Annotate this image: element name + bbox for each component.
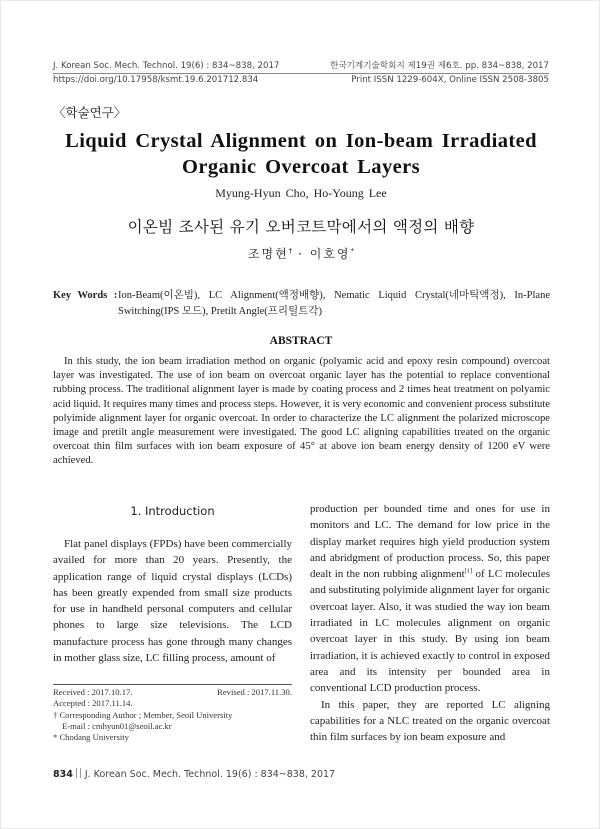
keywords-text: Ion-Beam(이온빔), LC Alignment(액정배향), Nematic Liquid Crystal(네마틱액정), In-Plane Switching(IPS 모드), Pretilt Angle(프리틸트각)	[118, 290, 550, 317]
header-issn: Print ISSN 1229-604X, Online ISSN 2508-3805	[351, 75, 549, 85]
footnotes	[53, 684, 292, 743]
paper-title-korean: 이온빔 조사된 유기 오버코트막에서의 액정의 배향	[127, 218, 475, 236]
author1-korean: 조명현	[247, 247, 289, 261]
header-rule	[53, 73, 549, 74]
footer-citation: J. Korean Soc. Mech. Technol. 19(6) : 834~838, 2017	[84, 769, 336, 780]
accepted-date: Accepted : 2017.11.14.	[53, 698, 133, 709]
introduction-paragraph	[310, 501, 550, 697]
revised-date: Revised : 2017.11.30.	[217, 687, 292, 697]
running-header	[53, 61, 549, 86]
author-email[interactable]: E-mail : cmhyun01@seoil.ac.kr	[62, 720, 172, 731]
header-citation-korean: 한국기계기술학회지 제19권 제6호. pp. 834~838, 2017	[330, 61, 549, 71]
header-citation: J. Korean Soc. Mech. Technol. 19(6) : 834~838, 2017	[53, 61, 280, 71]
introduction-paragraph: In this paper, they are reported LC aligning capabilities for a NLC treated on the organic overcoat thin film surfaces by ion beam exposure and	[310, 698, 550, 744]
corresponding-author: † Corresponding Author ; Member, Seoil University	[53, 709, 233, 720]
abstract-heading: ABSTRACT	[269, 335, 333, 347]
received-date: Received : 2017.10.17.	[53, 687, 133, 697]
header-doi-link[interactable]: https://doi.org/10.17958/ksmt.19.6.201712.834	[53, 75, 259, 85]
section-tag: 〈학술연구〉	[53, 105, 127, 120]
affiliation-mark: *	[350, 247, 355, 255]
authors-korean	[1, 245, 600, 262]
abstract-text: In this study, the ion beam irradiation method on organic (polyamic acid and epoxy resin compound) overcoat layer was investigated. The use of ion beam on overcoat organic layer has the potential to replace conventional rubbing process. The traditional alignment layer is made by coating process and 2 times heat treatment on polyamic acid liquid. It requires many times and process steps. However, it is very economic and convenient process substitute polyimide alignment layer for organic overcoat. In order to characterize the LC alignment the polarized microscope image and pretilt angle measurement were investigated. The good LC aligning capabilities treated on the organic overcoat thin film surfaces with ion beam exposure of 45° at above ion beam energy density of 1200 eV were achieved.	[53, 356, 550, 467]
second-affiliation: * Chodang University	[53, 732, 129, 743]
paragraph-text: of LC molecules and substituting polyimide alignment layer for organic overcoat layer. Also, it was studied the way ion beam irradiated in LC molecules alignment on organic overcoat layer in this study. By using ion beam irradiation, it is achieved exactly to control in exposed area and its intensity per bounded area in conventional LCD production process.	[310, 568, 550, 695]
introduction-right-column	[310, 501, 550, 745]
citation-reference[interactable]: [1]	[464, 567, 473, 575]
paper-title-line1: Liquid Crystal Alignment on Ion-beam Irradiated	[65, 130, 537, 152]
paper-title-line2: Organic Overcoat Layers	[182, 156, 420, 178]
keywords-label: Key Words :	[53, 290, 118, 301]
footer-divider	[76, 768, 81, 778]
paragraph-text: production per bounded time and ones for use in monitors and LC. The demand for low price in the display market requires high yield production system and abridgment of production process. So, this paper dealt in the non rubbing alignment	[310, 503, 550, 581]
author-separator: ·	[298, 247, 304, 261]
page-footer	[53, 768, 335, 780]
author2-korean: 이호영	[309, 247, 351, 261]
introduction-left-column: Flat panel displays (FPDs) have been commercially availed for more than 20 years. Presently, the application range of liquid crystal displays (LCDs) has been greatly expended from small size products for use in handheld personal computers and cellular phones to large size televisions. The LCD manufacture process has gone through many changes in mother glass size, LC filling process, amount of	[53, 538, 292, 665]
paper-title	[1, 128, 600, 180]
authors-english: Myung-Hyun Cho, Ho-Young Lee	[215, 186, 387, 200]
page-number: 834	[53, 769, 73, 780]
introduction-heading: 1. Introduction	[130, 504, 215, 518]
corresponding-author-mark: †	[288, 247, 293, 255]
